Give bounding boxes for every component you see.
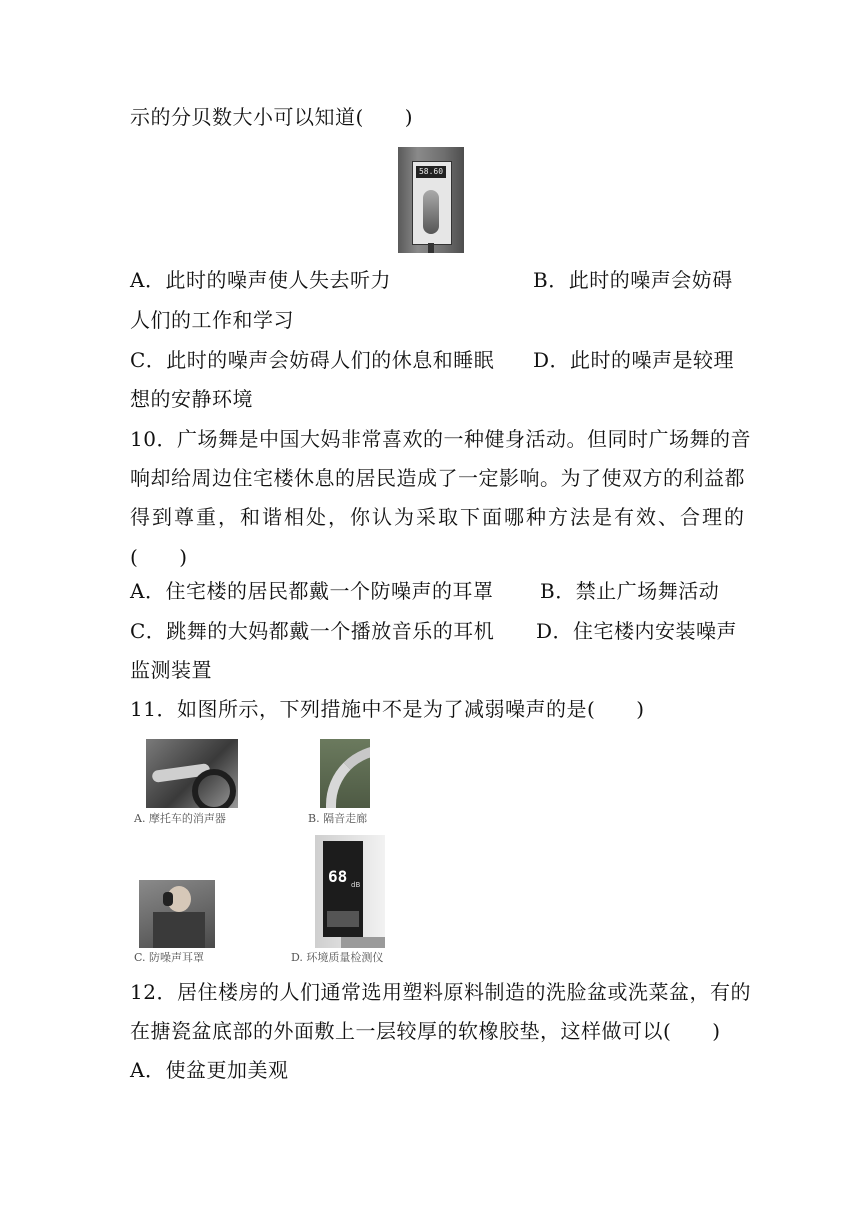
earmuff-shape	[163, 892, 173, 906]
q12-line-2: 在搪瓷盆底部的外面敷上一层较厚的软橡胶垫，这样做可以( )	[130, 1019, 721, 1043]
q9-option-c: C．此时的噪声会妨碍人们的休息和睡眠	[130, 348, 495, 372]
meter-gauge	[423, 190, 439, 234]
wheel-shape	[192, 769, 236, 808]
caption-b: B. 隔音走廊	[308, 812, 368, 825]
meter-panel	[412, 161, 452, 245]
monitor-value: 68	[328, 867, 348, 886]
q9-option-a: A．此时的噪声使人失去听力	[130, 268, 391, 292]
q10-option-b: B．禁止广场舞活动	[540, 579, 720, 603]
q11-stem: 11．如图所示，下列措施中不是为了减弱噪声的是( )	[130, 697, 645, 721]
q10-option-d-cont: 监测装置	[130, 658, 212, 682]
q12-option-a: A．使盆更加美观	[130, 1058, 289, 1082]
monitor-unit: dB	[351, 881, 361, 889]
monitor-label-plate	[327, 911, 359, 927]
worker-body	[153, 912, 205, 948]
q9-option-b: B．此时的噪声会妨碍	[533, 268, 733, 292]
q9-option-d-cont: 想的安静环境	[130, 387, 253, 411]
q9-stem-tail: 示的分贝数大小可以知道( )	[130, 105, 414, 129]
corridor-arch	[326, 745, 370, 808]
monitor-base	[341, 937, 385, 948]
q10-option-d: D．住宅楼内安装噪声	[536, 619, 738, 643]
meter-post	[428, 243, 434, 253]
caption-c: C. 防噪声耳罩	[134, 951, 205, 964]
monitor-panel	[323, 841, 363, 937]
q9-option-d: D．此时的噪声是较理	[533, 348, 735, 372]
noise-meter-photo	[398, 147, 464, 253]
q10-line-3: 得到尊重，和谐相处，你认为采取下面哪种方法是有效、合理的	[130, 505, 746, 529]
muffler-photo	[146, 739, 238, 808]
q10-option-a: A．住宅楼的居民都戴一个防噪声的耳罩	[130, 579, 494, 603]
q12-line-1: 12．居住楼房的人们通常选用塑料原料制造的洗脸盆或洗菜盆，有的	[130, 980, 751, 1004]
q9-option-b-cont: 人们的工作和学习	[130, 308, 294, 332]
meter-display: 58.60	[416, 166, 446, 178]
corridor-photo	[320, 739, 370, 808]
monitor-photo	[315, 835, 385, 948]
q10-option-c: C．跳舞的大妈都戴一个播放音乐的耳机	[130, 619, 495, 643]
q10-line-2: 响却给周边住宅楼休息的居民造成了一定影响。为了使双方的利益都	[130, 466, 745, 490]
caption-a: A. 摩托车的消声器	[134, 812, 226, 825]
q10-line-1: 10．广场舞是中国大妈非常喜欢的一种健身活动。但同时广场舞的音	[130, 427, 751, 451]
earmuff-photo	[139, 880, 215, 948]
caption-d: D. 环境质量检测仪	[291, 951, 384, 964]
q10-line-4: ( )	[130, 545, 188, 569]
